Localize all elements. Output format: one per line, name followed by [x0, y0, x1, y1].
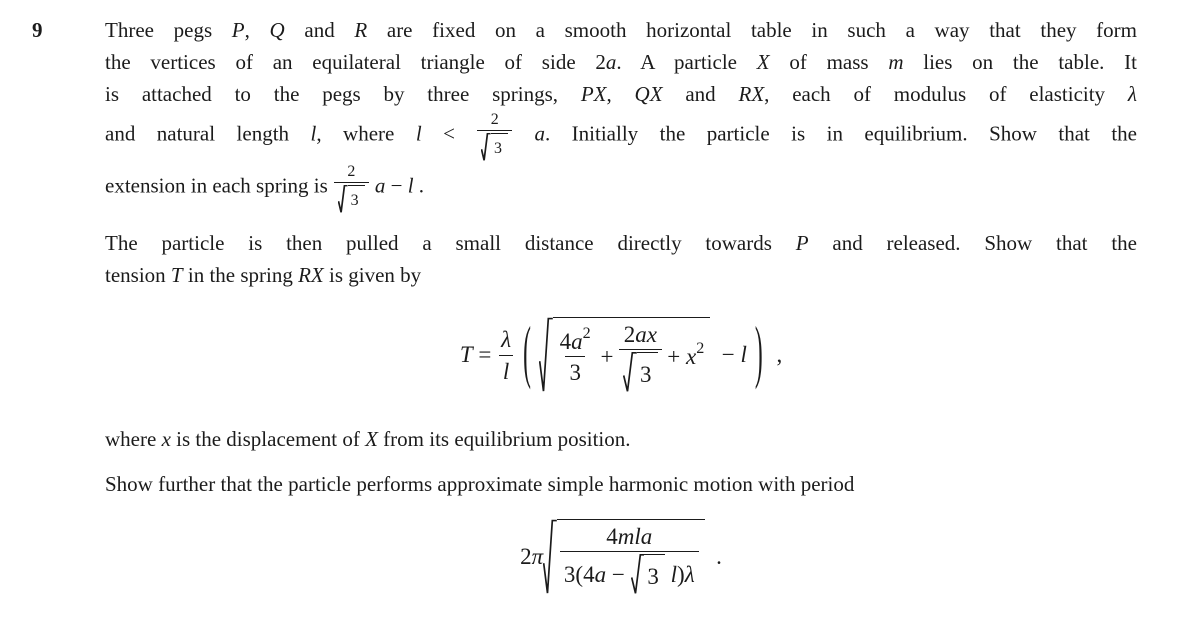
numerator — [343, 162, 359, 182]
question-body — [105, 14, 1137, 597]
math-variable: l — [502, 358, 510, 384]
p3-line1 — [105, 423, 1137, 455]
text-run: . A particle — [616, 50, 757, 74]
denominator — [565, 356, 585, 387]
text-run: 2 — [582, 324, 591, 342]
text-run: and — [662, 82, 739, 106]
text-run: + — [594, 344, 620, 370]
numerator — [556, 324, 595, 357]
text-run: is given by — [323, 262, 422, 287]
math-variable: X — [365, 426, 378, 451]
text-run: 3 — [569, 360, 581, 386]
text-run: 3 — [350, 192, 359, 210]
text-run: and natural length — [105, 121, 311, 146]
text-run: tension — [105, 262, 171, 287]
radicand — [637, 352, 658, 393]
square-root — [481, 133, 508, 162]
text-run: and released. Show that the — [808, 230, 1137, 255]
math-variable: x — [161, 426, 171, 451]
equation-period — [105, 519, 1137, 597]
text-run: 3 — [494, 140, 502, 158]
text-run: are fixed on a smooth horizontal table in such a way that they form — [367, 18, 1138, 42]
question-number: 9 — [32, 18, 43, 42]
math-variable: l — [407, 173, 414, 198]
text-run: 2 — [623, 321, 636, 347]
math-variable: a — [374, 173, 386, 198]
big-paren-open: ( — [523, 314, 531, 393]
radical-icon — [623, 352, 637, 393]
math-variable: RX — [298, 262, 324, 287]
text-run: 4 — [559, 328, 572, 354]
math-variable: T — [170, 262, 183, 287]
math-variable: λ — [684, 562, 695, 588]
text-run: = — [472, 342, 498, 368]
radical-icon — [539, 317, 553, 395]
text-run: the vertices of an equilateral triangle of side 2 — [105, 50, 606, 74]
text-run: , — [244, 18, 270, 42]
text-run: ) — [677, 562, 685, 588]
math-variable: P — [795, 230, 809, 255]
text-run: − — [710, 342, 741, 368]
equation-tension — [105, 314, 1137, 395]
math-variable: mla — [617, 523, 653, 549]
radicand — [557, 519, 705, 597]
text-run: of mass — [769, 50, 889, 74]
math-variable: λ — [1127, 82, 1137, 106]
paragraph-show-further — [105, 468, 1137, 500]
text-run: Show further that the particle performs approximate simple harmonic motion with period — [105, 471, 855, 496]
p1-line5 — [105, 162, 1137, 214]
text-run: 3(4 — [563, 562, 595, 588]
paragraph-pulled — [105, 227, 1137, 291]
math-variable: P — [231, 18, 245, 42]
text-run — [513, 122, 534, 146]
text-run: − — [606, 562, 631, 588]
text-run: . — [704, 544, 722, 570]
math-variable: Q — [269, 18, 285, 42]
text-run: < — [421, 121, 477, 146]
text-run: , — [770, 342, 783, 368]
fraction — [619, 321, 661, 394]
math-variable: ax — [635, 321, 657, 347]
fraction — [334, 162, 369, 214]
math-variable: T — [459, 342, 473, 368]
denominator — [334, 182, 369, 214]
math-variable: l — [670, 562, 678, 588]
math-variable: m — [888, 50, 904, 74]
text-run: 3 — [640, 361, 652, 387]
denominator — [619, 349, 661, 393]
numerator — [497, 326, 515, 355]
math-variable: l — [415, 121, 422, 146]
radicand — [348, 185, 365, 214]
superscript — [583, 326, 591, 342]
numerator — [487, 110, 503, 130]
text-run: 3 — [647, 563, 659, 589]
text-run: is the displacement of — [170, 426, 366, 451]
radical-icon — [481, 133, 491, 162]
p4-line1 — [105, 468, 1137, 500]
fraction — [560, 523, 699, 596]
text-run: extension in each spring is — [105, 173, 334, 198]
math-variable: π — [531, 544, 544, 570]
fraction — [556, 324, 595, 387]
text-run: − — [385, 173, 408, 198]
radicand — [553, 317, 711, 395]
text-run: lies on the table. It — [903, 50, 1137, 74]
radicand — [491, 133, 508, 162]
radical-icon — [631, 554, 645, 595]
big-paren-close: ) — [754, 314, 763, 393]
square-root — [623, 352, 657, 393]
text-run: . — [413, 173, 425, 198]
superscript — [696, 341, 704, 357]
radical-icon — [338, 185, 348, 214]
math-variable: R — [354, 18, 368, 42]
numerator — [602, 523, 656, 552]
text-run: , — [606, 82, 635, 106]
math-variable: X — [756, 50, 770, 74]
math-variable: PX — [580, 82, 607, 106]
denominator — [477, 130, 512, 162]
math-variable: a — [594, 562, 607, 588]
math-variable: x — [685, 344, 697, 370]
math-variable: a — [534, 121, 545, 146]
radicand — [644, 554, 665, 595]
text-run: Three pegs — [105, 18, 232, 42]
text-run: . Initially the particle is in equilibrium. Show that the — [544, 121, 1138, 146]
math-variable: QX — [634, 82, 663, 106]
math-variable: λ — [501, 327, 512, 353]
p1-line4 — [105, 110, 1137, 162]
p1-line1 — [105, 14, 1137, 46]
paragraph-where-x — [105, 423, 1137, 455]
paragraph-setup — [105, 14, 1137, 214]
text-run: 2 — [520, 544, 532, 570]
square-root — [539, 317, 710, 395]
fraction — [477, 110, 512, 162]
denominator — [499, 355, 513, 386]
text-run: 2 — [490, 111, 499, 128]
numerator — [620, 321, 661, 350]
square-root — [338, 185, 365, 214]
text-run: 2 — [696, 340, 705, 358]
p2-line2 — [105, 259, 1137, 291]
text-run: where — [105, 426, 162, 451]
text-run: and — [284, 18, 355, 42]
p2-line1 — [105, 227, 1137, 259]
denominator — [560, 551, 699, 595]
square-root — [631, 554, 665, 595]
math-variable: l — [310, 121, 317, 146]
text-run: The particle is then pulled a small distance directly towards — [105, 230, 796, 255]
radical-icon — [543, 519, 557, 597]
text-run: , where — [316, 121, 416, 146]
math-variable: a — [605, 50, 617, 74]
text-run: from its equilibrium position. — [377, 426, 631, 451]
fraction — [497, 326, 515, 385]
math-variable: RX — [738, 82, 765, 106]
p1-line2 — [105, 46, 1137, 78]
square-root — [543, 519, 705, 597]
text-run: , each of modulus of elasticity — [764, 82, 1128, 106]
text-run: 2 — [347, 162, 356, 180]
math-variable: a — [571, 328, 583, 354]
text-run: + — [661, 344, 686, 370]
text-run: 4 — [606, 523, 618, 549]
p1-line3 — [105, 78, 1137, 110]
text-run: in the spring — [182, 262, 299, 287]
math-variable: l — [740, 342, 747, 368]
text-run: is attached to the pegs by three springs, — [105, 82, 581, 106]
